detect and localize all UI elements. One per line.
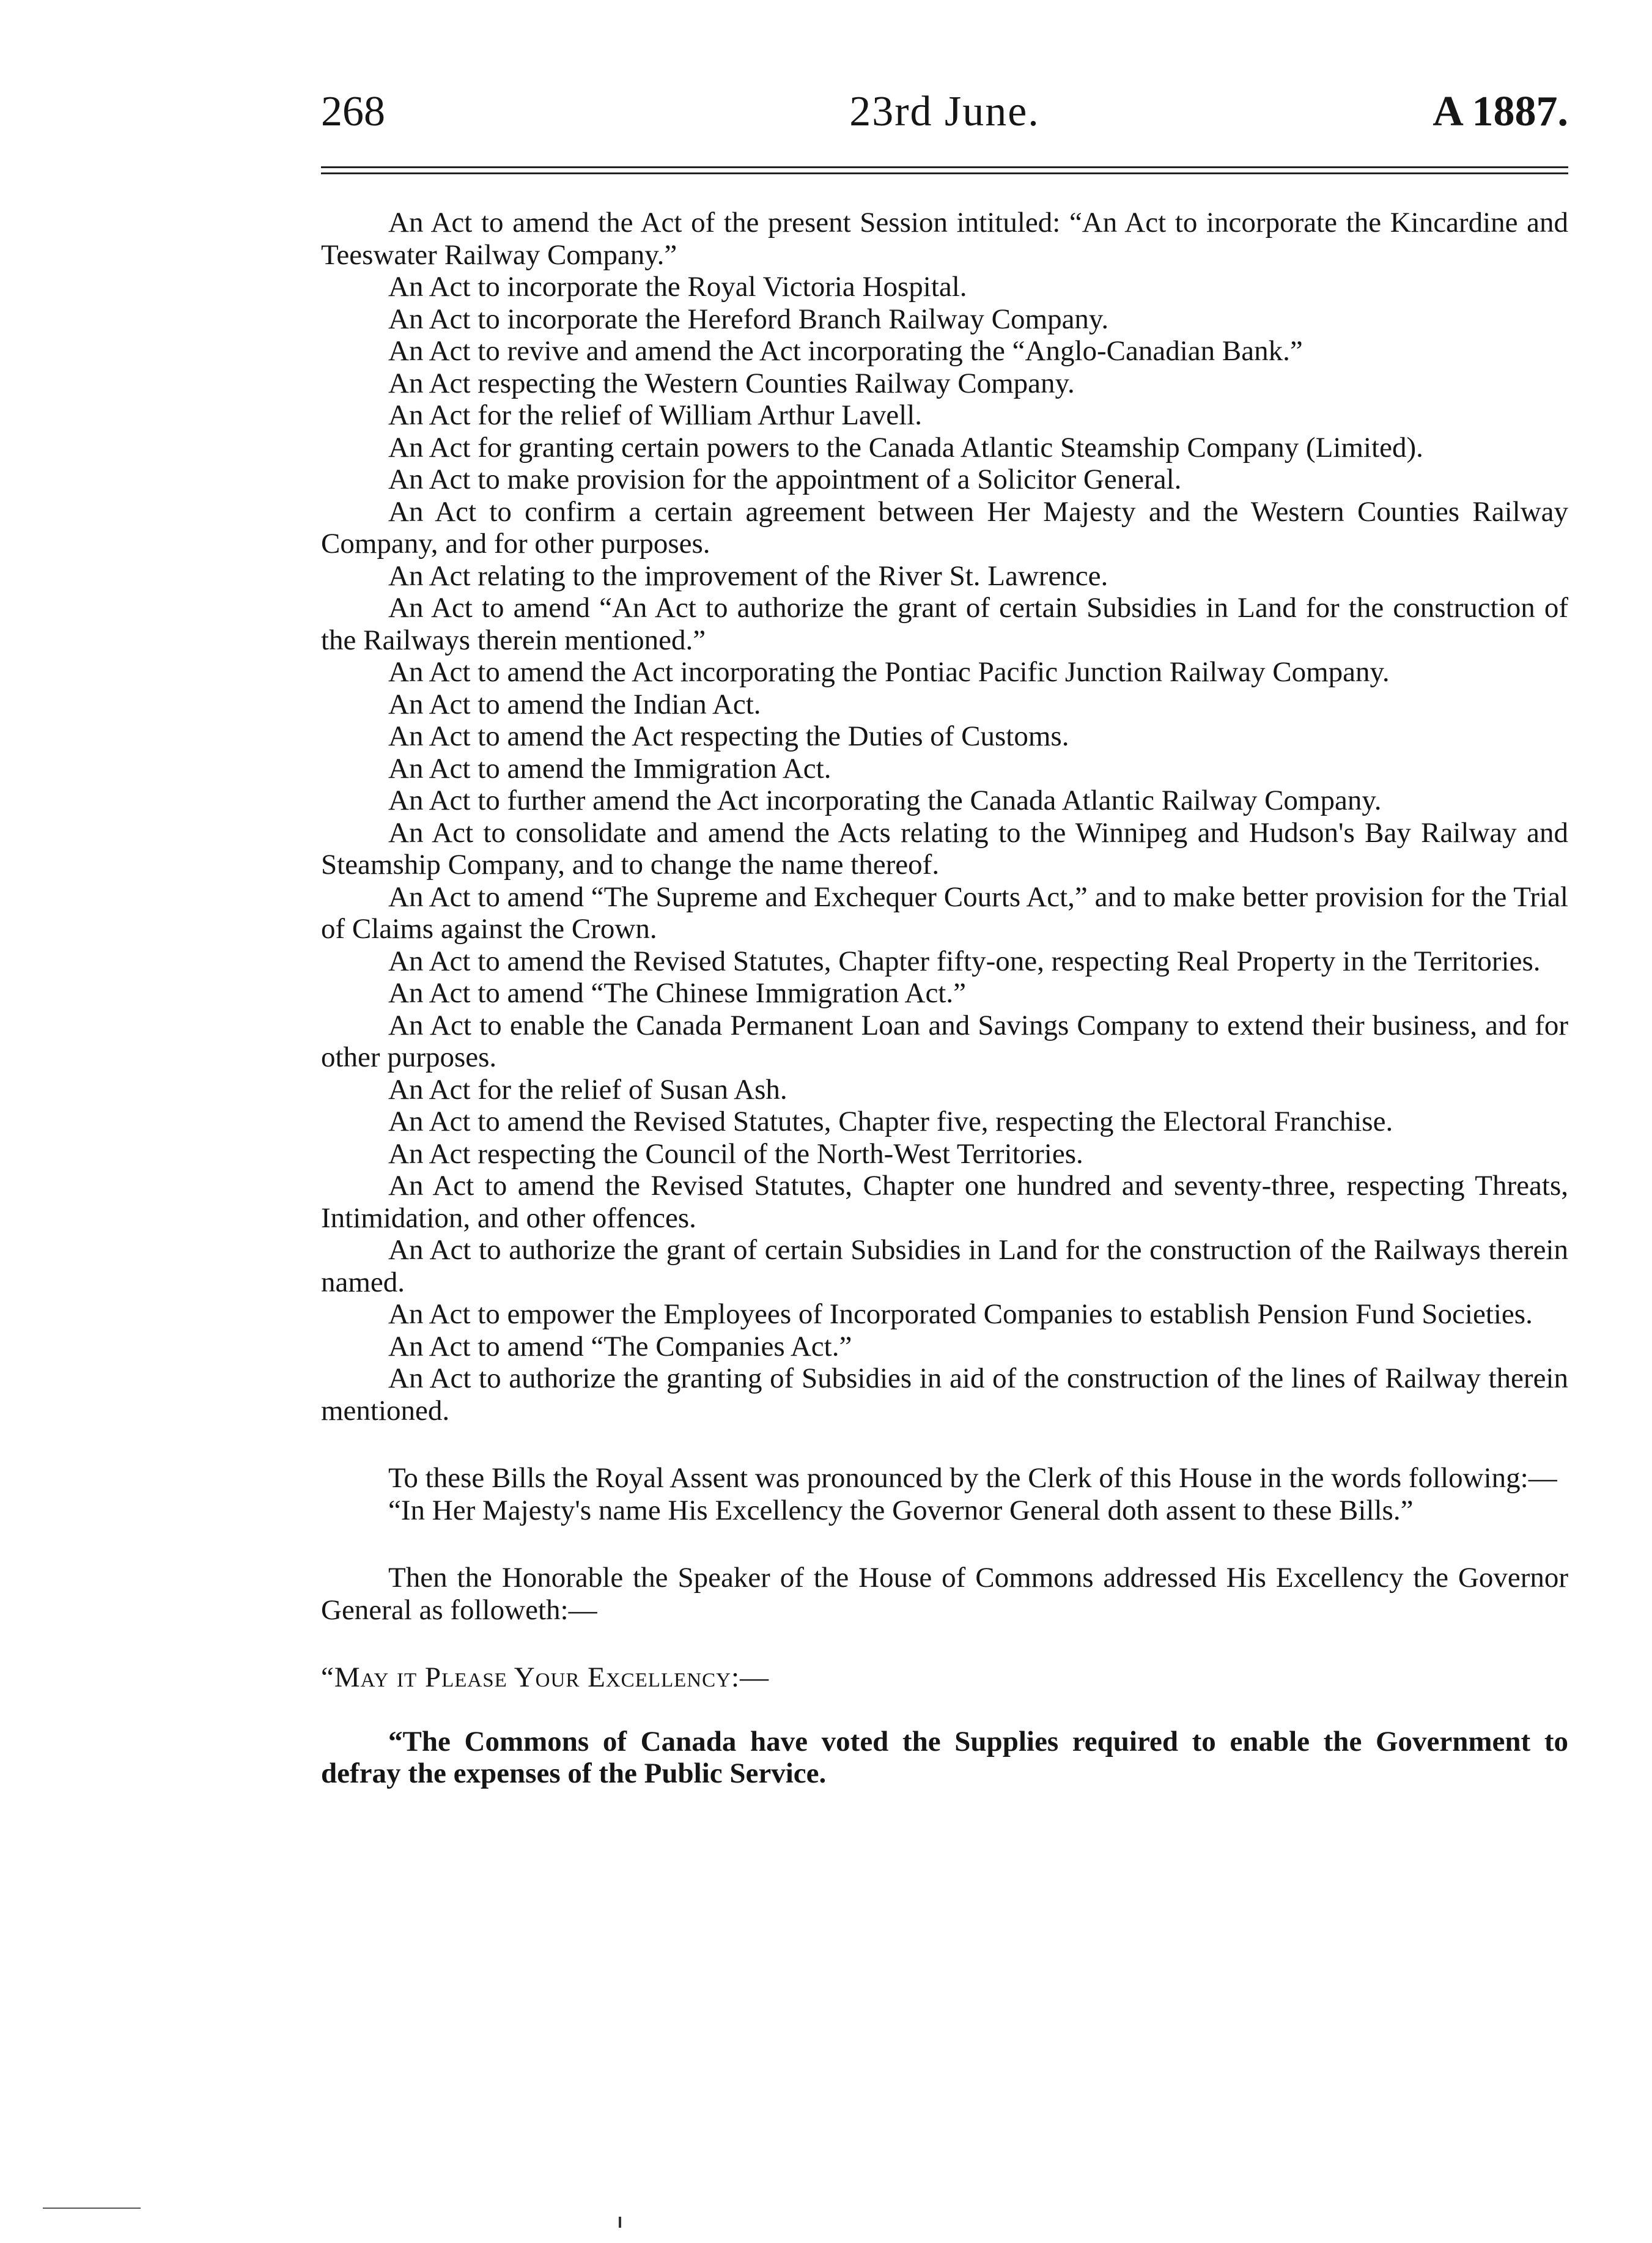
- scan-edge-line: [43, 2208, 141, 2209]
- journal-date: 23rd June.: [849, 88, 1040, 135]
- act-item: An Act to authorize the granting of Subsidies in aid of the construction of the lines of Railway therein mentioned.: [321, 1362, 1568, 1427]
- journal-body: [321, 207, 1568, 1790]
- act-item: An Act to enable the Canada Permanent Loan and Savings Company to extend their business, and for other purposes.: [321, 1009, 1568, 1073]
- act-item: An Act to amend the Revised Statutes, Chapter fifty-one, respecting Real Property in the Territories.: [388, 945, 1541, 977]
- act-item: An Act to amend the Immigration Act.: [388, 752, 832, 785]
- act-item: An Act to amend “The Supreme and Exchequer Courts Act,” and to make better provision for the Trial of Claims against the Crown.: [321, 881, 1568, 945]
- act-item: An Act to amend “The Chinese Immigration Act.”: [388, 977, 966, 1009]
- act-item: An Act for granting certain powers to the Canada Atlantic Steamship Company (Limited).: [388, 431, 1423, 464]
- act-item: An Act to amend the Indian Act.: [388, 688, 761, 720]
- running-header: [321, 78, 1568, 146]
- section-spacer: [321, 1694, 1568, 1726]
- header-rule-bottom: [321, 172, 1568, 174]
- act-item: An Act to incorporate the Hereford Branch Railway Company.: [388, 303, 1109, 335]
- speaker-address-intro: Then the Honorable the Speaker of the House of Commons addressed His Excellency the Governor General as followeth:—: [321, 1562, 1568, 1626]
- assent-intro: To these Bills the Royal Assent was pronounced by the Clerk of this House in the words following:—: [388, 1462, 1557, 1494]
- act-item: An Act to amend “The Companies Act.”: [388, 1330, 852, 1362]
- assent-formula: “In Her Majesty's name His Excellency the Governor General doth assent to these Bills.”: [388, 1494, 1414, 1526]
- header-rule-top: [321, 166, 1568, 168]
- section-spacer: [321, 1626, 1568, 1661]
- act-item: An Act to amend the Act respecting the Duties of Customs.: [388, 720, 1069, 752]
- act-item: An Act relating to the improvement of the River St. Lawrence.: [388, 560, 1108, 592]
- act-item: An Act to further amend the Act incorporating the Canada Atlantic Railway Company.: [388, 785, 1382, 816]
- scan-speck: [619, 2217, 621, 2228]
- act-list: [321, 207, 1568, 1427]
- act-item: An Act to amend “An Act to authorize the grant of certain Subsidies in Land for the construction of the Railways therein mentioned.”: [321, 592, 1568, 656]
- address-salutation: “May it Please Your Excellency:—: [321, 1661, 770, 1693]
- act-item: An Act to amend the Act incorporating the Pontiac Pacific Junction Railway Company.: [388, 656, 1390, 688]
- act-item: An Act to empower the Employees of Incorporated Companies to establish Pension Fund Societies.: [388, 1298, 1533, 1330]
- page-number: 268: [321, 88, 385, 135]
- act-item: An Act to incorporate the Royal Victoria Hospital.: [388, 271, 967, 303]
- journal-year: A 1887.: [1433, 88, 1568, 135]
- act-item: An Act for the relief of Susan Ash.: [388, 1073, 787, 1106]
- act-item: An Act to confirm a certain agreement between Her Majesty and the Western Counties Railway Company, and for other purposes.: [321, 495, 1568, 560]
- section-spacer: [321, 1526, 1568, 1562]
- address-body: “The Commons of Canada have voted the Supplies required to enable the Government to defray the expenses of the Public Service.: [321, 1725, 1568, 1789]
- act-item: An Act to amend the Revised Statutes, Chapter five, respecting the Electoral Franchise.: [388, 1106, 1393, 1137]
- act-item: An Act to revive and amend the Act incorporating the “Anglo-Canadian Bank.”: [388, 335, 1303, 367]
- act-item: An Act to amend the Act of the present Session intituled: “An Act to incorporate the Kincardine and Teeswater Railway Company.”: [321, 207, 1568, 271]
- act-item: An Act to make provision for the appointment of a Solicitor General.: [388, 464, 1182, 495]
- section-spacer: [321, 1427, 1568, 1462]
- act-item: An Act to authorize the grant of certain Subsidies in Land for the construction of the Railways therein named.: [321, 1234, 1568, 1298]
- act-item: An Act respecting the Western Counties Railway Company.: [388, 367, 1075, 399]
- act-item: An Act respecting the Council of the North-West Territories.: [388, 1137, 1083, 1170]
- act-item: An Act to amend the Revised Statutes, Chapter one hundred and seventy-three, respecting Threats, Intimidation, and other offences.: [321, 1170, 1568, 1234]
- act-item: An Act for the relief of William Arthur Lavell.: [388, 399, 923, 431]
- act-item: An Act to consolidate and amend the Acts relating to the Winnipeg and Hudson's Bay Railway and Steamship Company, and to change the name thereof.: [321, 816, 1568, 881]
